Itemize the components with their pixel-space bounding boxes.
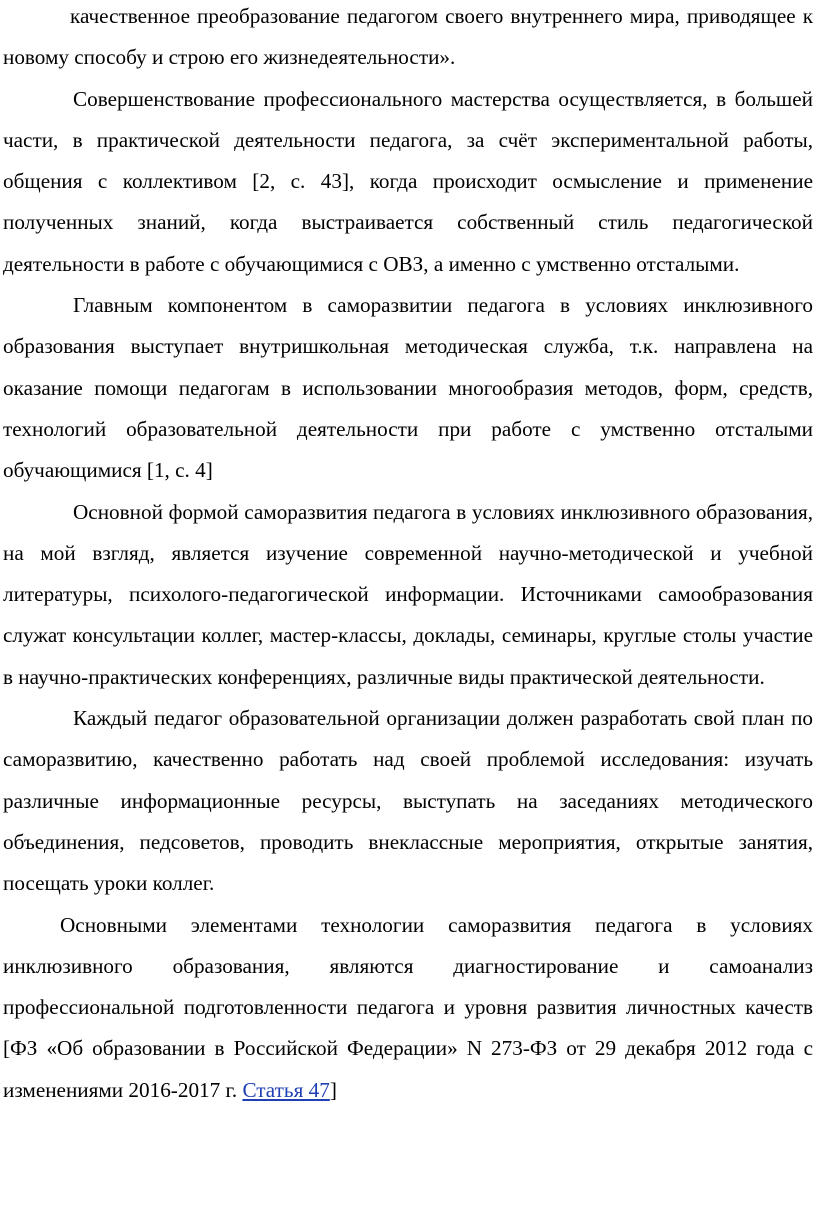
law-article-link[interactable]: Статья 47 (242, 1077, 330, 1102)
paragraph-2: Совершенствование профессионального мастерства осуществляется, в большей части, в практической деятельности педагога, за счёт экспериментальной работы, общения с коллективом [2, с. 43], когда происходит осмысление и применение полученных знаний, когда выстраивается собственный стиль педагогической деятельности в работе с обучающимися с ОВЗ, а именно с умственно отсталыми. (3, 86, 813, 276)
paragraph-6 (3, 905, 813, 1111)
closing-bracket: ] (329, 1077, 337, 1102)
paragraph-1: качественное преобразование педагогом своего внутреннего мира, приводящее к новому способу и строю его жизнедеятельности». (3, 4, 813, 70)
paragraph-3: Главным компонентом в саморазвитии педагога в условиях инклюзивного образования выступает внутришкольная методическая служба, т.к. направлена на оказание помощи педагогам в использовании многообразия методов, форм, средств, технологий образовательной деятельности при работе с умственно отсталыми обучающимися [1, с. 4] (3, 293, 813, 483)
paragraph-6-text: Основными элементами технологии саморазвития педагога в условиях инклюзивного образования, являются диагностирование и самоанализ профессиональной подготовленности педагога и уровня развития личностных качеств [ФЗ «Об образовании в Российской Федерации» N 273-ФЗ от 29 декабря 2012 года с изменениями 2016-2017 г. (3, 912, 813, 1102)
paragraph-5: Каждый педагог образовательной организации должен разработать свой план по саморазвитию, качественно работать над своей проблемой исследования: изучать различные информационные ресурсы, выступать на заседаниях методического объединения, педсоветов, проводить внеклассные мероприятия, открытые занятия, посещать уроки коллег. (3, 706, 813, 896)
paragraph-4: Основной формой саморазвития педагога в условиях инклюзивного образования, на мой взгляд, является изучение современной научно-методической и учебной литературы, психолого-педагогической информации. Источниками самообразования служат консультации коллег, мастер-классы, доклады, семинары, круглые столы участие в научно-практических конференциях, различные виды практической деятельности. (3, 499, 813, 689)
